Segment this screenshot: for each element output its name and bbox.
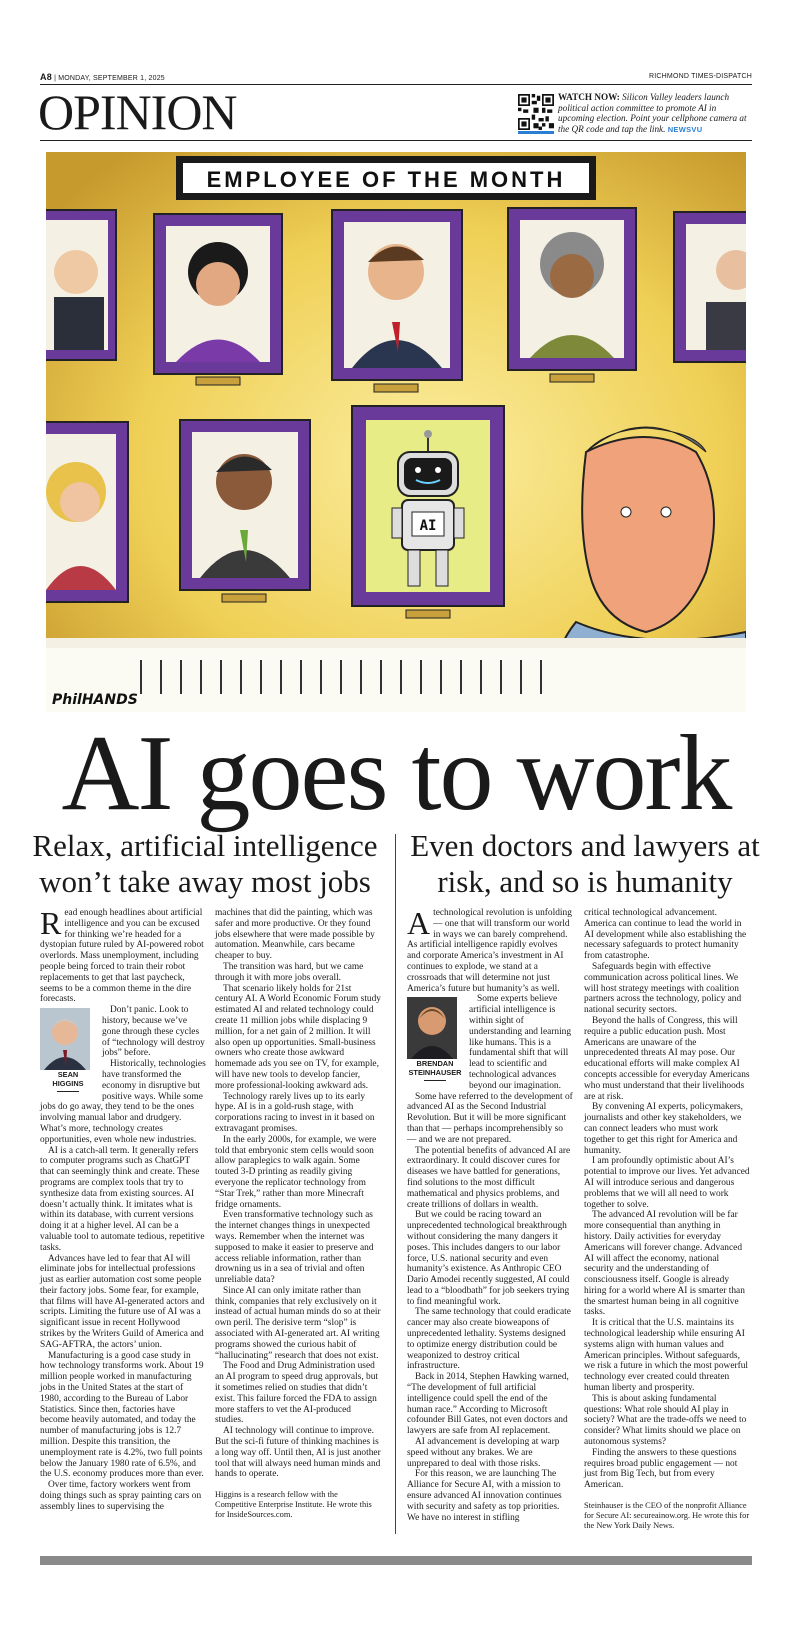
paragraph: By convening AI experts, policymakers, journalists and other key stakeholders, we can connect leaders who must work together to get this right for America and humanity. <box>584 1102 744 1156</box>
higgins-last-name: HIGGINS <box>52 1079 84 1089</box>
right-deck: Even doctors and lawyers at risk, and so is humanity <box>410 828 760 899</box>
paragraph: Some experts believe artificial intelligence is within sight of understanding and learning like humans. This is a fundamental shift that will lead to scientific and technological advances beyond our imagination. <box>469 994 572 1091</box>
higgins-first-name: SEAN <box>57 1070 79 1080</box>
cartoon-floor <box>46 648 746 712</box>
paragraph: The same technology that could eradicate cancer may also create bioweapons of unprecedented lethality. Systems designed to optimize energy distribution could be weaponized to destroy critical infrastructure. <box>407 1307 571 1372</box>
editorial-cartoon <box>46 152 746 712</box>
frame-woman-glasses <box>154 214 282 385</box>
watch-now-promo[interactable] <box>558 92 754 135</box>
cartoon-stanchions <box>141 660 541 694</box>
paragraph: Back in 2014, Stephen Hawking warned, “The development of full artificial intelligence could spell the end of the human race.” According to Microsoft cofounder Bill Gates, not even doctors and lawyers are safe from AI replacement. <box>407 1372 569 1437</box>
byline-rule <box>424 1080 446 1081</box>
frame-man-green-tie <box>180 420 310 602</box>
paragraph: machines that did the painting, which was safer and more productive. Or they found jobs elsewhere that were made possible by automation. Meanwhile, cars became cheaper to buy. <box>215 908 375 962</box>
robot-chest-label: AI <box>419 518 437 534</box>
paragraph: AI is a catch-all term. It generally refers to computer programs such as ChatGPT that can seemingly think and create. These programs are complex tools that try to synthesize data from existing sources. AI doesn’t actually think. It imitates what is within its database, with current versions doing it at a higher level. AI can be a valuable tool to automate tedious, repetitive tasks. <box>40 1145 205 1253</box>
folio-date: MONDAY, SEPTEMBER 1, 2025 <box>58 75 165 82</box>
paragraph: Beyond the halls of Congress, this will require a public education push. Most Americans are unaware of the unprecedented threats AI may pose. Our educational efforts will make complex AI concepts accessible for everyday Americans who must understand that their livelihoods are at risk. <box>584 1015 750 1102</box>
paragraph: Manufacturing is a good case study in how technology transforms work. About 19 million people worked in manufacturing jobs in the United States at the start of 1980, according to the Bureau of Labor Statistics. Since then, factories have become heavily automated, and today the number of manufacturing jobs is 12.7 million. Despite this transition, the unemployment rate is 4.2%, two full points below the January 1980 rate of 6.5%, and the U.S. economy produces more than ever. <box>40 1350 204 1480</box>
paragraph: Read enough headlines about artificial intelligence and you can be excused for thinking we’re headed for a dystopian future ruled by AI-powered robot overlords. Mass unemployment, including people being forced to train their robot replacements to get that last paycheck, seems to be a common theme in the dire forecasts. <box>40 905 204 1005</box>
cartoon-baseboard <box>46 638 746 648</box>
paragraph: Safeguards begin with effective communication across political lines. We will host strategy meetings with coalition partners across the technology, policy and national security sectors. <box>584 961 742 1016</box>
paragraph: Even transformative technology such as the internet changes things in unexpected ways. Remember when the internet was supposed to make it easier to preserve and access reliable information, rather than drowning us in a sea of trivial and often unreliable data? <box>215 1210 374 1286</box>
paragraph: Finding the answers to these questions requires broad public engagement — not just from Big Tech, but from every American. <box>584 1447 738 1491</box>
watch-now-text: Silicon Valley leaders launch political action committee to promote AI in upcoming election. Point your cellphone camera at the QR code and tap the link. <box>558 92 747 134</box>
newsvu-brand: NEWSVU <box>667 124 703 134</box>
paragraph: AI technology will continue to improve. But the sci-fi future of thinking machines is a long way off. Until then, AI is just another tool that will always need human minds and hands to operate. <box>215 1426 381 1480</box>
paragraph: critical technological advancement. America can continue to lead the world in AI development while also establishing the necessary safeguards to protect humanity from catastrophe. <box>584 908 747 962</box>
author-mugshot-steinhauser <box>407 997 463 1081</box>
qr-accent-bar <box>518 131 554 134</box>
steinhauser-last-name: STEINHAUSER <box>408 1068 462 1078</box>
left-article-col2 <box>215 908 381 1520</box>
paragraph: That scenario likely holds for 21st century AI. A World Economic Forum study estimated AI and related technology could create 11 million jobs while displacing 9 million, for a net gain of 2 million. It will also open up opportunities. Small-business owners who create those awkward homemade ads you see on TV, for example, will have new tools to develop fancier, more professional-looking awkward ads. <box>215 983 381 1091</box>
folio-line <box>40 72 752 84</box>
newspaper-name: RICHMOND TIMES-DISPATCH <box>649 73 752 80</box>
frame-ai-robot <box>352 406 504 618</box>
frame-gray-haired-woman <box>508 208 636 382</box>
right-article-col2 <box>584 908 750 1531</box>
paragraph: This is about asking fundamental questions: What role should AI play in society? What are the trade-offs we need to consider? What limits should we place on autonomous systems? <box>584 1393 747 1448</box>
dropcap: R <box>40 905 62 941</box>
paragraph: Over time, factory workers went from doing things such as spray painting cars on assembly lines to supervising the <box>40 1480 202 1512</box>
higgins-photo <box>40 1008 90 1070</box>
author-mugshot-higgins <box>40 1008 96 1092</box>
watch-now-label: WATCH NOW: <box>558 92 620 102</box>
folio-separator: | <box>54 75 59 82</box>
paragraph: I am profoundly optimistic about AI’s potential to improve our lives. Yet advanced AI will introduce serious and dangerous problems that we will all need to work together to solve. <box>584 1156 750 1210</box>
cartoonist-signature: PhilHANDS <box>52 692 138 708</box>
qr-code-icon[interactable] <box>518 94 554 130</box>
page-number: A8 <box>40 72 52 82</box>
frame-blonde-woman <box>46 422 128 602</box>
paragraph: The Food and Drug Administration used an AI program to speed drug approvals, but it sometimes relied on studies that didn’t exist. This failure forced the FDA to assign more staffers to vet the AI-produced studies. <box>215 1361 378 1426</box>
steinhauser-photo <box>407 997 457 1059</box>
paragraph: Some have referred to the development of advanced AI as the Second Industrial Revolution. But it will be more significant than that — perhaps incomprehensibly so — and we are not prepared. <box>407 1091 573 1145</box>
column-divider <box>395 834 396 1534</box>
byline-rule <box>57 1091 79 1092</box>
dropcap: A <box>407 905 431 941</box>
paragraph: AI advancement is developing at warp speed without any brakes. We are unprepared to deal with those risks. <box>407 1437 560 1469</box>
right-article-col1 <box>407 905 573 1523</box>
paragraph: The advanced AI revolution will be far more consequential than anything in history. Daily activities for everyday Americans will forever change. Advanced AI will affect the economy, national security and the understanding of consciousness itself. Google is already hiring for a world where AI is smarter than the smartest human being in all cognitive tasks. <box>584 1210 745 1318</box>
paragraph: Don’t panic. Look to history, because we’ve gone through these cycles of “technology will destroy jobs” before. <box>102 1005 205 1059</box>
paragraph: Technology rarely lives up to its early hype. AI is in a gold-rush stage, with corporations racing to invest in it based on extravagant promises. <box>215 1091 375 1134</box>
author-bio: Steinhauser is the CEO of the nonprofit Alliance for Secure AI: secureainow.org. He wrote this for the New York Daily News. <box>584 1501 750 1531</box>
frame-man-glasses <box>332 210 462 392</box>
paragraph: In the early 2000s, for example, we were told that embryonic stem cells would soon allow paraplegics to walk again. Some touted 3-D printing as readily giving everyone the replicator technology from “Star Trek,” rather than more Minecraft fridge ornaments. <box>215 1134 377 1210</box>
frame-top-left-partial <box>46 210 116 360</box>
section-title: OPINION <box>38 84 237 140</box>
left-article-col1 <box>40 905 206 1513</box>
paragraph: For this reason, we are launching The Alliance for Secure AI, with a mission to ensure advanced AI innovation continues with security and safety as top priorities. We have no interest in stifling <box>407 1469 562 1523</box>
main-headline: AI goes to work <box>61 714 731 833</box>
paragraph: But we could be racing toward an unprecedented technological breakthrough without considering the many dangers it poses. This includes dangers to our labor force, U.S. national security and even humanity’s existence. As Anthropic CEO Dario Amodei recently suggested, AI could lead to a “bloodbath” for job seekers trying to find meaningful work. <box>407 1210 570 1307</box>
paragraph: Advances have led to fear that AI will eliminate jobs for intellectual professions just as earlier automation cost some people their factory jobs. Some fear, for example, that films will have AI-generated actors and scripts. Limiting the future use of AI was a significant issue in recent Hollywood strikes by the Writers Guild of America and SAG-AFTRA, the actors’ union. <box>40 1253 205 1350</box>
paragraph: Historically, technologies have transformed the economy in disruptive but positive ways. While some jobs do go away, they tend to be the ones involving manual labor and drudgery. What’s more, technology creates opportunities, even whole new industries. <box>40 1059 206 1145</box>
author-bio: Higgins is a research fellow with the Competitive Enterprise Institute. He wrote this for InsideSources.com. <box>215 1490 372 1520</box>
banner-text: EMPLOYEE OF THE MONTH <box>206 167 566 192</box>
paragraph: It is critical that the U.S. maintains its technological leadership while ensuring AI systems align with human values and American principles. Without safeguards, we risk a future in which the most powerful technology ever created could threaten human liberty and prosperity. <box>584 1318 749 1394</box>
footer-bar <box>40 1556 752 1565</box>
paragraph: The transition was hard, but we came through it with more jobs overall. <box>215 961 364 983</box>
banner-sign <box>176 156 596 200</box>
steinhauser-first-name: BRENDAN <box>416 1059 454 1069</box>
header-rule <box>40 140 752 141</box>
paragraph: The potential benefits of advanced AI are extraordinary. It could discover cures for diseases we have battled for generations, find solutions to the most difficult mathematical and physics problems, and create trillions of dollars in wealth. <box>407 1145 571 1210</box>
frame-top-right-partial <box>674 212 746 362</box>
paragraph: Since AI can only imitate rather than think, companies that rely exclusively on it instead of actual human minds do so at their own peril. The derisive term “slop” is associated with AI-generated art. AI writing programs showed the curious habit of “hallucinating” research that does not exist. <box>215 1285 381 1361</box>
paragraph: Atechnological revolution is unfolding — one that will transform our world in ways we can barely comprehend. As artificial intelligence rapidly evolves and corporate America’s investment in AI continues to explode, we stand at a crossroads that will determine not just America’s future but humanity’s as well. <box>407 905 572 994</box>
left-deck: Relax, artificial intelligence won’t take away most jobs <box>32 828 378 899</box>
